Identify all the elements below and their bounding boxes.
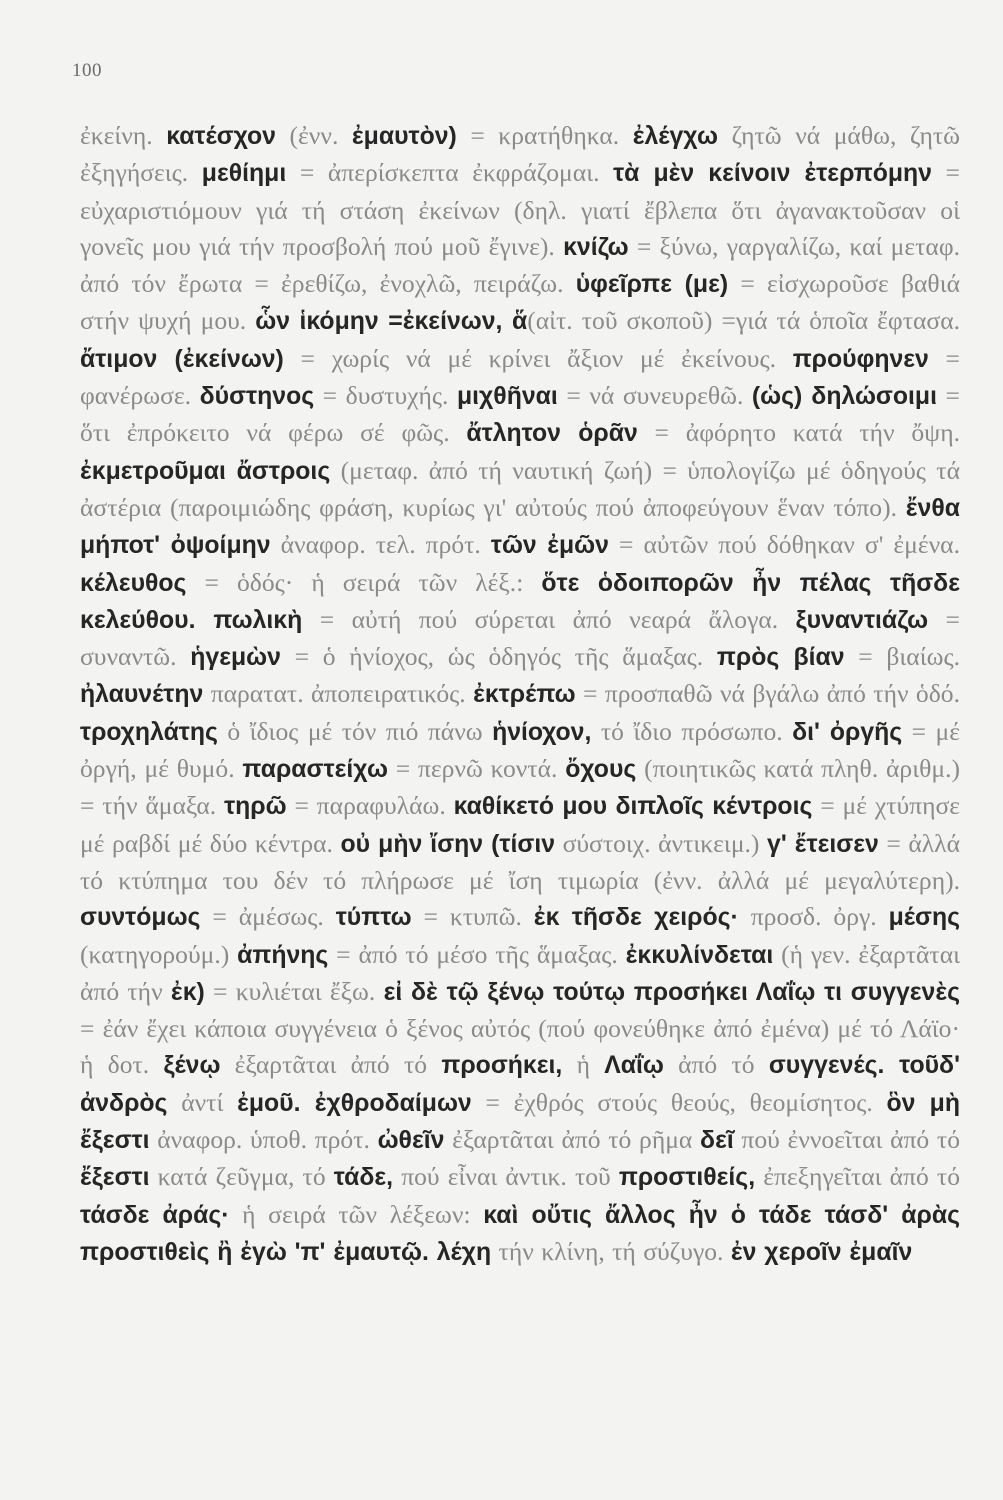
gloss-text: ἡ σειρά τῶν λέξεων: xyxy=(229,1199,484,1229)
gloss-text: = δυστυχής. xyxy=(314,381,457,411)
gloss-text: = χωρίς νά μέ κρίνει ἄξιον μέ ἐκείνους. xyxy=(283,343,793,373)
headword: ὧν ἱκόμην =ἐκείνων, ἅ xyxy=(255,308,528,336)
headword: ξυναντιάζω xyxy=(795,606,929,634)
gloss-text: = ἀφόρητο κατά τήν ὄψη. xyxy=(637,418,960,448)
gloss-text: = ἐάν ἔχει κάποια συγγένεια ὁ ξένος αὐτός (πού φονεύθηκε ἀπό ἐμένα) μέ τό Λάϊο· ἡ δοτ. xyxy=(80,1014,960,1080)
headword: κέλευθος xyxy=(80,569,187,597)
gloss-text: = εὐχαριστιόμουν γιά τή στάση ἐκείνων (δηλ. γιατί ἔβλεπα ὅτι ἀγανακτοῦσαν οἱ γονεῖς μου γιά τήν προσβολή πού μοῦ ἔγινε). xyxy=(80,158,960,261)
gloss-text: (αἰτ. τοῦ σκοποῦ) =γιά τά ὁποῖα ἔφτασα. xyxy=(527,306,960,336)
headword: ἡνίοχον, xyxy=(492,718,592,746)
gloss-text: πού ἐννοεῖται ἀπό τό xyxy=(733,1125,960,1155)
headword: ἐκκυλίνδεται xyxy=(625,941,774,969)
gloss-text: = εἰσχωροῦσε βαθιά στήν ψυχή μου. xyxy=(80,269,960,336)
headword: κνίζω xyxy=(563,233,629,261)
gloss-text: ἐπεξηγεῖται ἀπό τό xyxy=(755,1162,960,1192)
gloss-text: ζητῶ νά μάθω, ζητῶ ἐξηγήσεις. xyxy=(80,121,961,188)
headword: τὰ μὲν κείνοιν ἐτερπόμην xyxy=(613,160,932,188)
gloss-text: = ὁ ἡνίοχος, ὡς ὁδηγός τῆς ἅμαξας. xyxy=(280,642,717,672)
headword: εἰ δὲ τῷ ξένῳ τούτῳ προσήκει Λαΐῳ τι συγγενὲς xyxy=(383,978,961,1006)
headword: οὐ μὴν ἴσην (τίσιν xyxy=(340,830,556,858)
gloss-text: = αὐτῶν πού δόθηκαν σ' ἐμένα. xyxy=(608,530,960,560)
headword: ὅτε ὁδοιπορῶν ἦν πέλας τῆσδε κελεύθου. πωλικὴ xyxy=(80,569,960,634)
gloss-text: = μέ ὀργή, μέ θυμό. xyxy=(80,716,961,784)
gloss-text: ἀναφορ. τελ. πρότ. xyxy=(270,530,491,560)
headword: Λαΐῳ xyxy=(604,1052,664,1080)
gloss-text: = κρατήθηκα. xyxy=(456,121,633,150)
gloss-text: = αὐτή πού σύρεται ἀπό νεαρά ἄλογα. xyxy=(302,604,796,634)
headword: προύφηνεν xyxy=(792,345,929,373)
gloss-text: τό ἴδιο πρόσωπο. xyxy=(591,716,793,746)
gloss-text: ὁ ἴδιος μέ τόν πιό πάνω xyxy=(217,716,493,746)
gloss-text: ἀναφορ. ὑποθ. πρότ. xyxy=(149,1125,378,1155)
headword: δύστηνος xyxy=(199,383,315,411)
gloss-text: = ἀμέσως. xyxy=(200,902,336,932)
headword: ἔξεστι xyxy=(80,1164,150,1192)
gloss-text: πού εἶναι ἀντικ. τοῦ xyxy=(393,1162,619,1192)
headword: ὑφεῖρπε (με) xyxy=(575,271,729,299)
headword: ἐκτρέπω xyxy=(473,681,576,709)
gloss-text: = κτυπῶ. xyxy=(411,902,534,932)
gloss-text: = βιαίως. xyxy=(844,642,960,672)
headword: ἐλέγχω xyxy=(632,123,718,150)
gloss-text: = ἀπό τό μέσο τῆς ἅμαξας. xyxy=(328,939,626,969)
headword: τύπτω xyxy=(335,904,412,932)
gloss-text: (μεταφ. ἀπό τή ναυτική ζωή) = ὑπολογίζω μέ ὁδηγούς τά ἀστέρια (παροιμιώδης φράση, κυρίως γι' αὐτούς πού ἀποφεύγουν ἕναν τόπο). xyxy=(80,455,960,522)
gloss-text: ἡ xyxy=(562,1050,605,1080)
gloss-text: = περνῶ κοντά. xyxy=(387,754,566,784)
headword: ἄτιμον (ἐκείνων) xyxy=(80,345,284,373)
headword: (ὡς) δηλώσοιμι xyxy=(751,383,937,411)
gloss-text: (ἡ γεν. ἐξαρτᾶται ἀπό τήν xyxy=(80,939,960,1006)
gloss-text: = ὅτι ἐπρόκειτο νά φέρω σέ φῶς. xyxy=(80,381,960,448)
headword: ἡγεμὼν xyxy=(190,644,281,672)
headword: συντόμως xyxy=(80,904,201,932)
headword: ἐν χεροῖν ἐμαῖν xyxy=(730,1238,913,1266)
headword: ἐκμετροῦμαι ἄστροις xyxy=(80,457,331,485)
headword: πρὸς βίαν xyxy=(716,644,845,672)
headword: καὶ οὔτις ἄλλος ἦν ὁ τάδε τάσδ' ἀρὰς προστιθεὶς ἢ ἐγὼ 'π' ἐμαυτῷ. λέχη xyxy=(80,1201,960,1266)
headword: γ' ἔτεισεν xyxy=(767,830,879,858)
gloss-text: ἐκείνη. xyxy=(80,121,167,150)
gloss-text: (κατηγορούμ.) xyxy=(80,939,238,969)
headword: ἠλαυνέτην xyxy=(80,681,204,709)
gloss-text: = παραφυλάω. xyxy=(286,791,454,821)
headword: μεθίημι xyxy=(201,160,287,188)
headword: κατέσχον xyxy=(166,123,276,150)
headword: δι' ὀργῆς xyxy=(792,718,903,746)
headword: τῶν ἐμῶν xyxy=(490,532,609,560)
gloss-text: = κυλιέται ἔξω. xyxy=(204,976,384,1006)
headword: τάσδε ἀράς· xyxy=(80,1201,230,1229)
headword: ὄχους xyxy=(565,756,637,784)
headword: ἐμαυτὸν) xyxy=(351,123,457,150)
page-number: 100 xyxy=(72,60,102,81)
gloss-text: (ἐνν. xyxy=(275,121,352,150)
headword: ἔνθα μήποτ' ὀψοίμην xyxy=(80,494,960,560)
headword: ἐκ τῆσδε χειρός· xyxy=(533,904,739,932)
gloss-text: προσδ. ὀργ. xyxy=(738,902,889,932)
gloss-text: σύστοιχ. ἀντικειμ.) xyxy=(555,828,768,858)
gloss-text: = ἀλλά τό κτύπημα του δέν τό πλήρωσε μέ ἴση τιμωρία (ἐνν. ἀλλά μέ μεγαλύτερη). xyxy=(80,828,960,895)
headword: δεῖ xyxy=(700,1127,734,1155)
headword: τάδε, xyxy=(333,1164,394,1192)
headword: τροχηλάτης xyxy=(80,718,218,746)
gloss-text: ἀπό τό xyxy=(663,1050,769,1080)
headword: τηρῶ xyxy=(224,793,287,821)
headword: ὠθεῖν xyxy=(377,1127,445,1155)
headword: ἐκ) xyxy=(170,978,205,1006)
gloss-text: = νά συνευρεθῶ. xyxy=(557,381,752,411)
headword: ὃν μὴ ἔξεστι xyxy=(80,1089,960,1155)
gloss-text: τήν κλίνη, τή σύζυγο. xyxy=(491,1236,731,1266)
headword: ἐμοῦ. ἐχθροδαίμων xyxy=(237,1089,472,1117)
gloss-text: ἐξαρτᾶται ἀπό τό xyxy=(220,1050,442,1080)
gloss-text: = ὁδός· ἡ σειρά τῶν λέξ.: xyxy=(186,567,542,597)
gloss-text: = ἀπερίσκεπτα ἐκφράζομαι. xyxy=(286,158,614,188)
headword: προστιθείς, xyxy=(618,1164,756,1192)
gloss-text: = συναντῶ. xyxy=(80,604,960,672)
gloss-text: (ποιητικῶς κατά πληθ. ἀριθμ.) = τήν ἅμαξα. xyxy=(80,754,960,821)
headword: ἀπήνης xyxy=(237,941,329,969)
body-text xyxy=(80,118,960,1271)
headword: προσήκει, xyxy=(441,1052,563,1080)
headword: μιχθῆναι xyxy=(456,383,558,411)
gloss-text: ἀντί xyxy=(167,1087,238,1117)
gloss-text: παρατατ. ἀποπειρατικός. xyxy=(203,679,474,709)
gloss-text: ἐξαρτᾶται ἀπό τό ρῆμα xyxy=(444,1125,701,1155)
headword: μέσης xyxy=(888,904,961,932)
gloss-text: κατά ζεῦγμα, τό xyxy=(149,1162,334,1192)
gloss-text: = προσπαθῶ νά βγάλω ἀπό τήν ὁδό. xyxy=(575,679,960,709)
headword: ξένῳ xyxy=(163,1052,221,1080)
headword: ἄτλητον ὁρᾶν xyxy=(466,420,638,448)
gloss-text: = ξύνω, γαργαλίζω, καί μεταφ. ἀπό τόν ἔρωτα = ἐρεθίζω, ἐνοχλῶ, πειράζω. xyxy=(80,231,960,299)
gloss-text: = ἐχθρός στούς θεούς, θεομίσητος. xyxy=(471,1087,887,1117)
headword: συγγενές. τοῦδ' ἀνδρὸς xyxy=(80,1052,960,1117)
headword: καθίκετό μου διπλοῖς κέντροις xyxy=(453,793,813,821)
headword: παραστείχω xyxy=(242,756,388,784)
gloss-text: = φανέρωσε. xyxy=(80,343,960,411)
gloss-text: = μέ χτύπησε μέ ραβδί μέ δύο κέντρα. xyxy=(80,791,961,858)
